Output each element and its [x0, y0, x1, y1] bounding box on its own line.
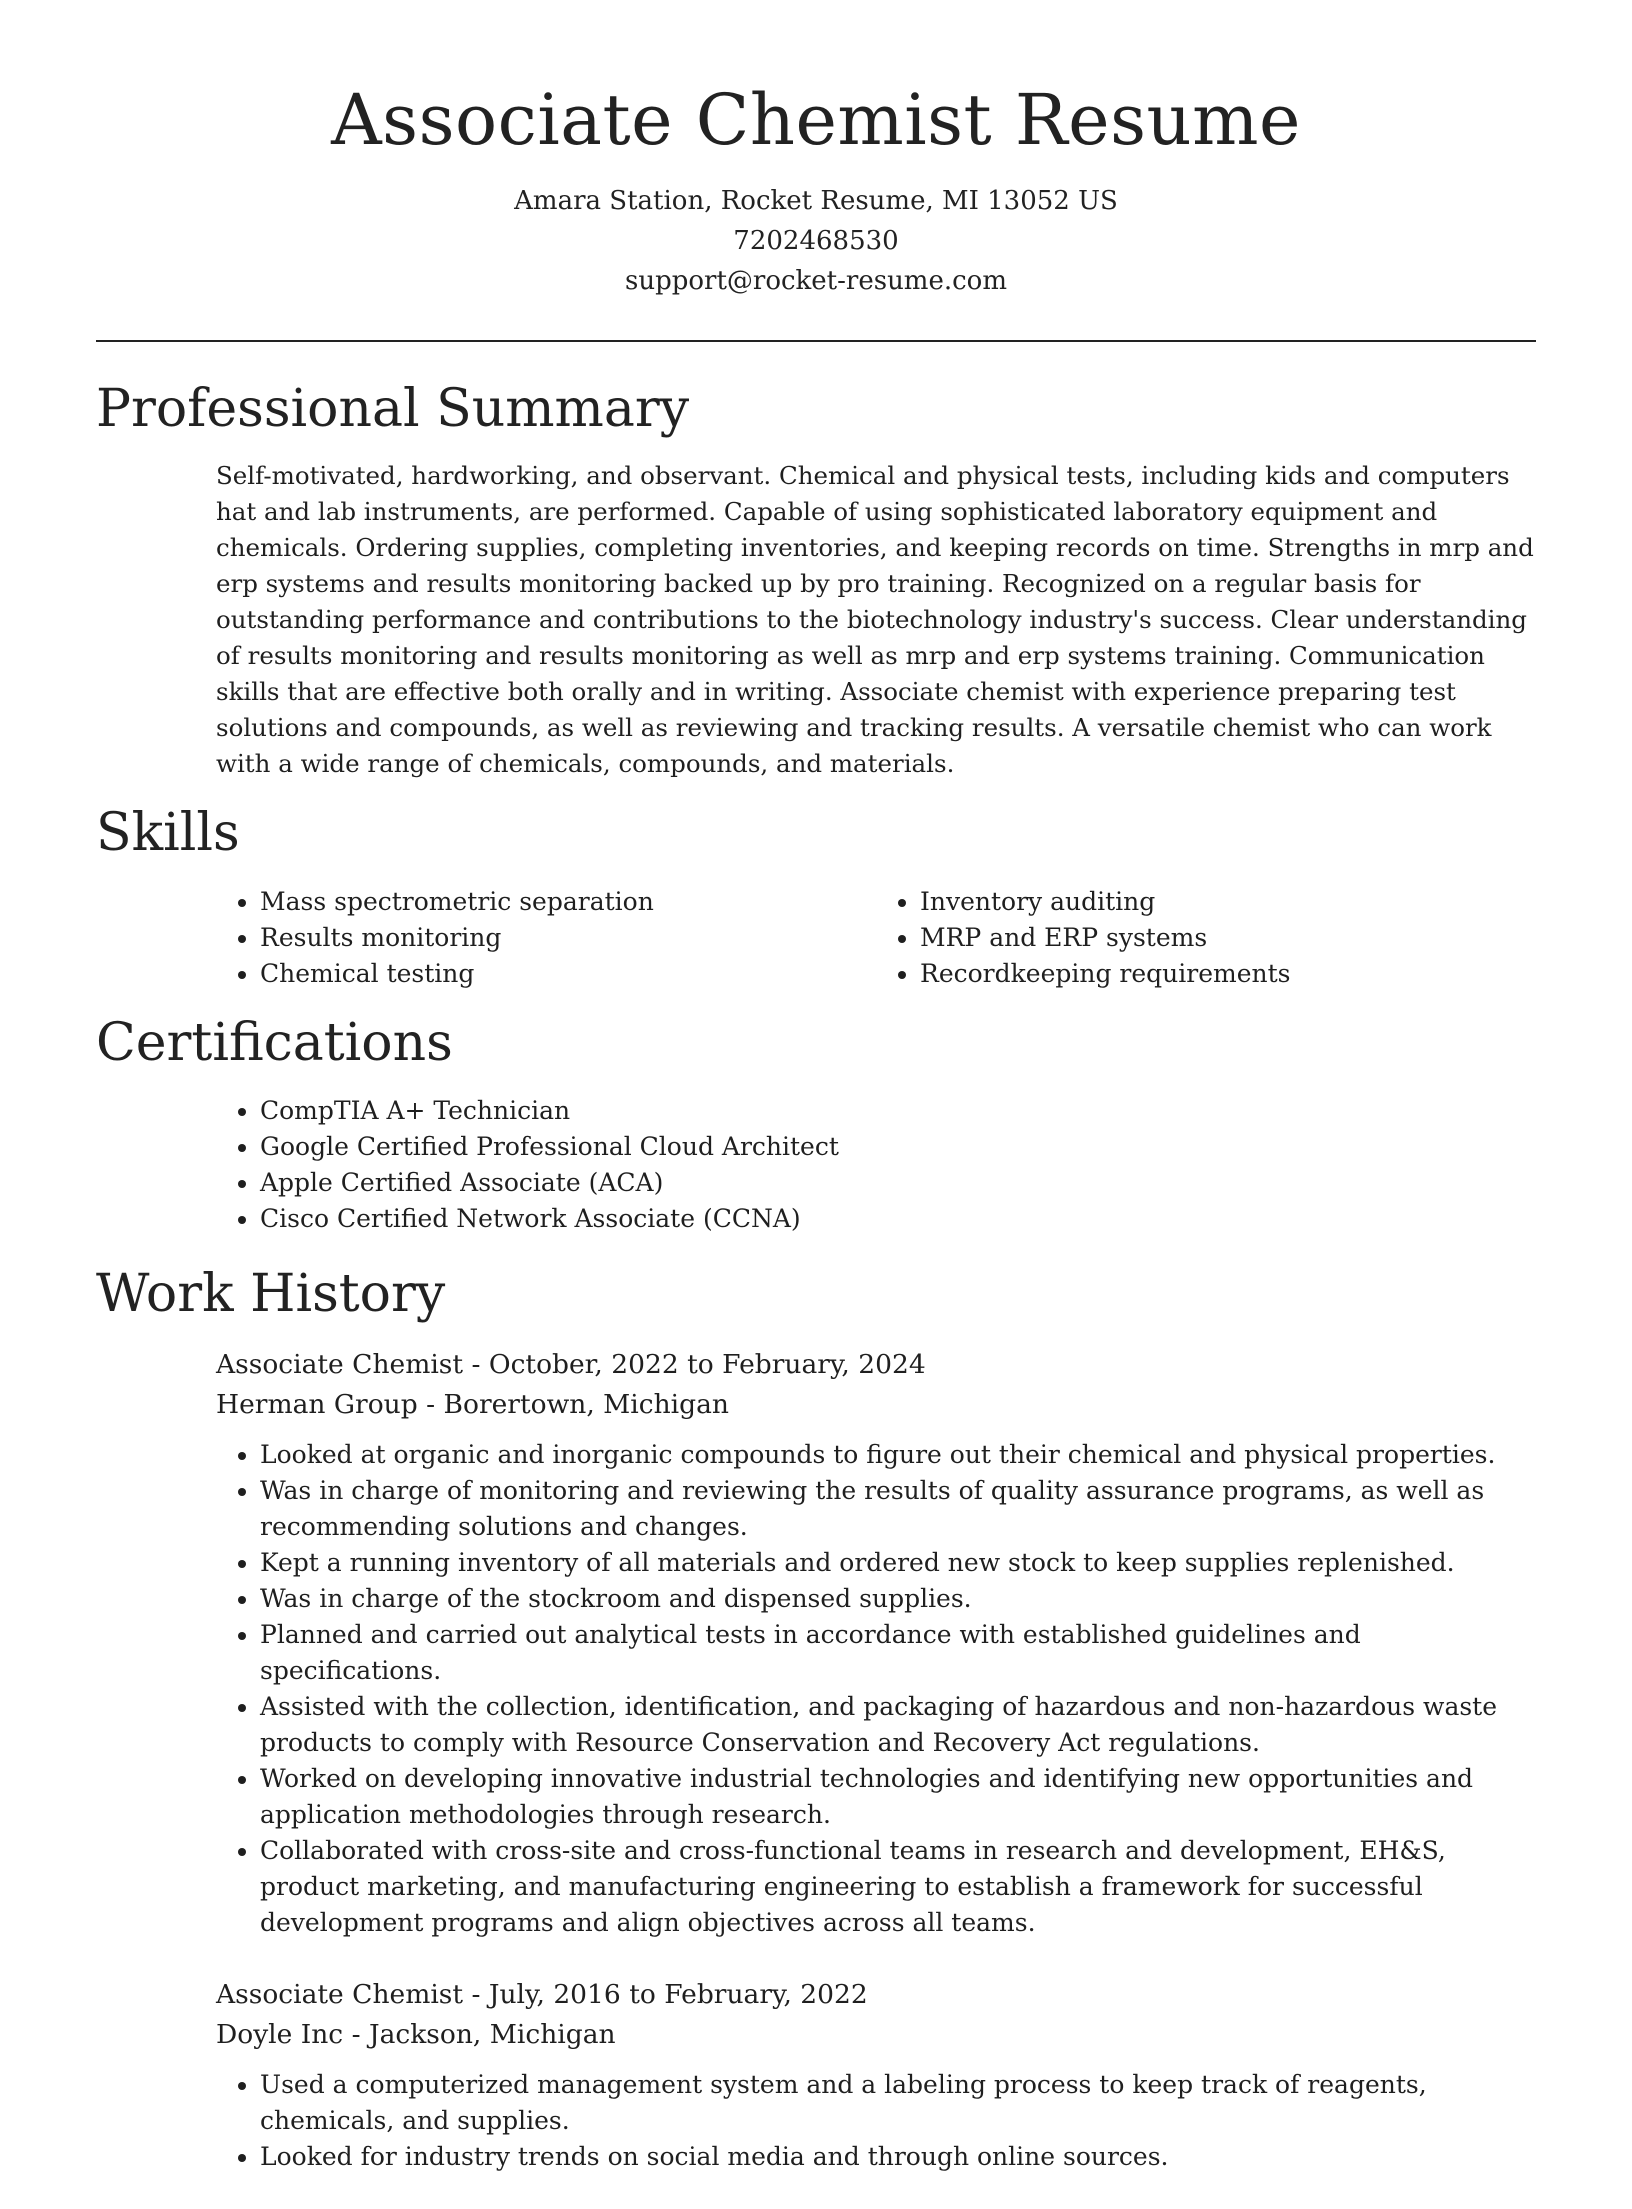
job-bullet: • Worked on developing innovative industrial technologies and identifying new opportunities and application methodologies through research. — [260, 1761, 1536, 1833]
skills-heading: Skills — [96, 802, 240, 863]
skill-item: • Results monitoring — [260, 920, 876, 956]
summary-text: Self-motivated, hardworking, and observant. Chemical and physical tests, including kids and computers hat and lab instruments, are performed. Capable of using sophisticated laboratory equipment and chemicals. Ordering supplies, completing inventories, and keeping records on time. Strengths in mrp and erp systems and results monitoring backed up by pro training. Recognized on a regular basis for outstanding performance and contributions to the biotechnology industry's success. Clear understanding of results monitoring and results monitoring as well as mrp and erp systems training. Communication skills that are effective both orally and in writing. Associate chemist with experience preparing test solutions and compounds, as well as reviewing and tracking results. A versatile chemist who can work with a wide range of chemicals, compounds, and materials. — [216, 460, 1534, 778]
skills-left-column — [216, 884, 876, 992]
resume-header — [0, 0, 1632, 301]
certification-item: • Google Certified Professional Cloud Architect — [260, 1129, 1536, 1165]
job-bullet-list — [216, 2067, 1536, 2175]
job-dates: October, 2022 to February, 2024 — [488, 1349, 926, 1381]
job-company-line: Herman Group - Borertown, Michigan — [216, 1389, 729, 1421]
job-entry — [216, 1975, 1536, 2175]
certifications-list — [216, 1093, 1536, 1237]
skill-item: • Inventory auditing — [920, 884, 1536, 920]
contact-address: Amara Station, Rocket Resume, MI 13052 US — [514, 185, 1118, 216]
skills-grid — [216, 884, 1536, 992]
job-title-line: Associate Chemist - October, 2022 to February, 2024 — [216, 1349, 926, 1381]
job-bullet: • Was in charge of the stockroom and dispensed supplies. — [260, 1581, 1536, 1617]
certification-item: • CompTIA A+ Technician — [260, 1093, 1536, 1129]
job-bullet-list — [216, 1437, 1536, 1941]
resume-body — [96, 380, 1536, 2209]
contact-info — [0, 181, 1632, 301]
job-bullet: • Looked at organic and inorganic compounds to figure out their chemical and physical properties. — [260, 1437, 1536, 1473]
job-location: Jackson, Michigan — [368, 2019, 616, 2051]
certification-item: • Apple Certified Associate (ACA) — [260, 1165, 1536, 1201]
job-bullet: • Assisted with the collection, identification, and packaging of hazardous and non-hazardous waste products to comply with Resource Conservation and Recovery Act regulations. — [260, 1689, 1536, 1761]
skill-item: • Chemical testing — [260, 956, 876, 992]
job-entry — [216, 1345, 1536, 1941]
resume-title: Associate Chemist Resume — [331, 79, 1301, 161]
skill-item: • MRP and ERP systems — [920, 920, 1536, 956]
summary-heading: Professional Summary — [96, 379, 690, 439]
skills-right-column — [876, 884, 1536, 992]
certification-item: • Cisco Certified Network Associate (CCNA) — [260, 1201, 1536, 1237]
work-history-heading: Work History — [96, 1264, 446, 1325]
job-location: Borertown, Michigan — [443, 1389, 729, 1421]
skill-item: • Mass spectrometric separation — [260, 884, 876, 920]
job-bullet: • Planned and carried out analytical tests in accordance with established guidelines and specifications. — [260, 1617, 1536, 1689]
certifications-heading: Certifications — [96, 1012, 453, 1073]
header-divider — [96, 340, 1536, 342]
summary-section — [96, 380, 1536, 782]
skills-section — [96, 804, 1536, 992]
job-title-line: Associate Chemist - July, 2016 to February, 2022 — [216, 1979, 868, 2011]
contact-email: support@rocket-resume.com — [624, 265, 1007, 296]
job-company: Herman Group — [216, 1389, 418, 1421]
job-title: Associate Chemist — [216, 1979, 464, 2011]
job-bullet: • Was in charge of monitoring and reviewing the results of quality assurance programs, as well as recommending solutions and changes. — [260, 1473, 1536, 1545]
certifications-section — [96, 1014, 1536, 1238]
contact-phone: 7202468530 — [733, 225, 899, 256]
job-company-line: Doyle Inc - Jackson, Michigan — [216, 2019, 616, 2051]
job-bullet: • Kept a running inventory of all materials and ordered new stock to keep supplies replenished. — [260, 1545, 1536, 1581]
job-bullet: • Used a computerized management system and a labeling process to keep track of reagents, chemicals, and supplies. — [260, 2067, 1536, 2139]
job-company: Doyle Inc — [216, 2019, 344, 2051]
job-dates: July, 2016 to February, 2022 — [488, 1979, 868, 2011]
job-bullet: • Looked for industry trends on social media and through online sources. — [260, 2139, 1536, 2175]
job-title: Associate Chemist — [216, 1349, 464, 1381]
work-history-section — [96, 1265, 1536, 2175]
skill-item: • Recordkeeping requirements — [920, 956, 1536, 992]
job-bullet: • Collaborated with cross-site and cross-functional teams in research and development, EH&S, product marketing, and manufacturing engineering to establish a framework for successful development programs and align objectives across all teams. — [260, 1833, 1536, 1941]
